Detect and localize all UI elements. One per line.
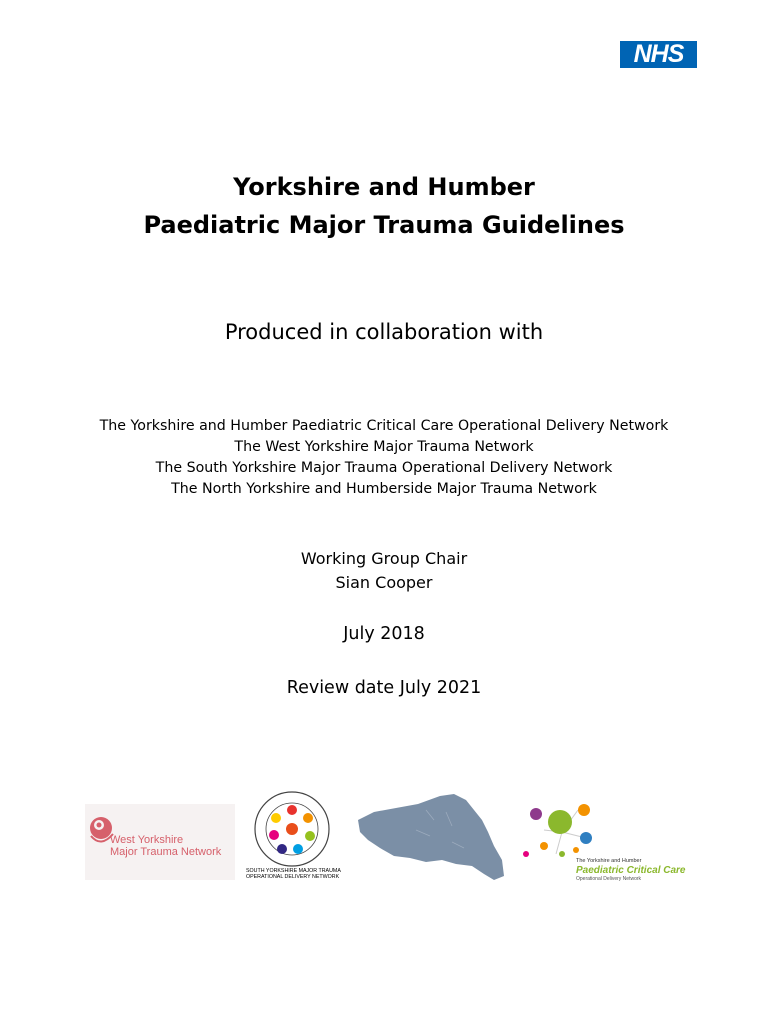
pcc-line-2: Paediatric Critical Care [576,865,686,876]
nhs-logo: NHS [620,41,697,68]
chair-name: Sian Cooper [335,573,433,592]
network-item: The West Yorkshire Major Trauma Network [234,439,534,455]
network-item: The Yorkshire and Humber Paediatric Critical Care Operational Delivery Network [99,418,669,434]
south-yorkshire-emblem-icon [246,789,338,869]
collaboration-heading: Produced in collaboration with [224,320,544,344]
paediatric-critical-care-logo [518,802,686,884]
paediatric-critical-care-logo-text [576,858,686,882]
west-yorkshire-line-1: West Yorkshire [110,834,184,846]
working-group-chair [0,547,768,595]
title-line-1: Yorkshire and Humber [233,173,535,201]
pcc-line-3: Operational Delivery Network [576,876,642,882]
review-date: Review date July 2021 [286,678,482,698]
network-list [0,416,768,500]
west-yorkshire-line-2: Major Trauma Network [110,846,222,858]
paediatric-critical-care-emblem-icon [518,802,678,858]
south-yorkshire-logo [246,789,341,883]
north-yorkshire-map-icon [356,790,506,882]
network-item: The South Yorkshire Major Trauma Operational Delivery Network [155,460,613,476]
publication-date: July 2018 [343,624,425,644]
pcc-line-1: The Yorkshire and Humber [576,858,642,864]
south-yorkshire-logo-text [246,868,341,880]
south-yorkshire-line-1: SOUTH YORKSHIRE MAJOR TRAUMA [246,868,341,874]
chair-role: Working Group Chair [300,549,468,568]
network-item: The North Yorkshire and Humberside Major Trauma Network [171,481,597,497]
south-yorkshire-line-2: OPERATIONAL DELIVERY NETWORK [246,874,340,880]
document-title [0,168,768,244]
north-yorkshire-map-logo [356,790,506,882]
west-yorkshire-logo [85,804,235,880]
title-line-2: Paediatric Major Trauma Guidelines [143,211,625,239]
west-yorkshire-logo-text [110,834,221,858]
